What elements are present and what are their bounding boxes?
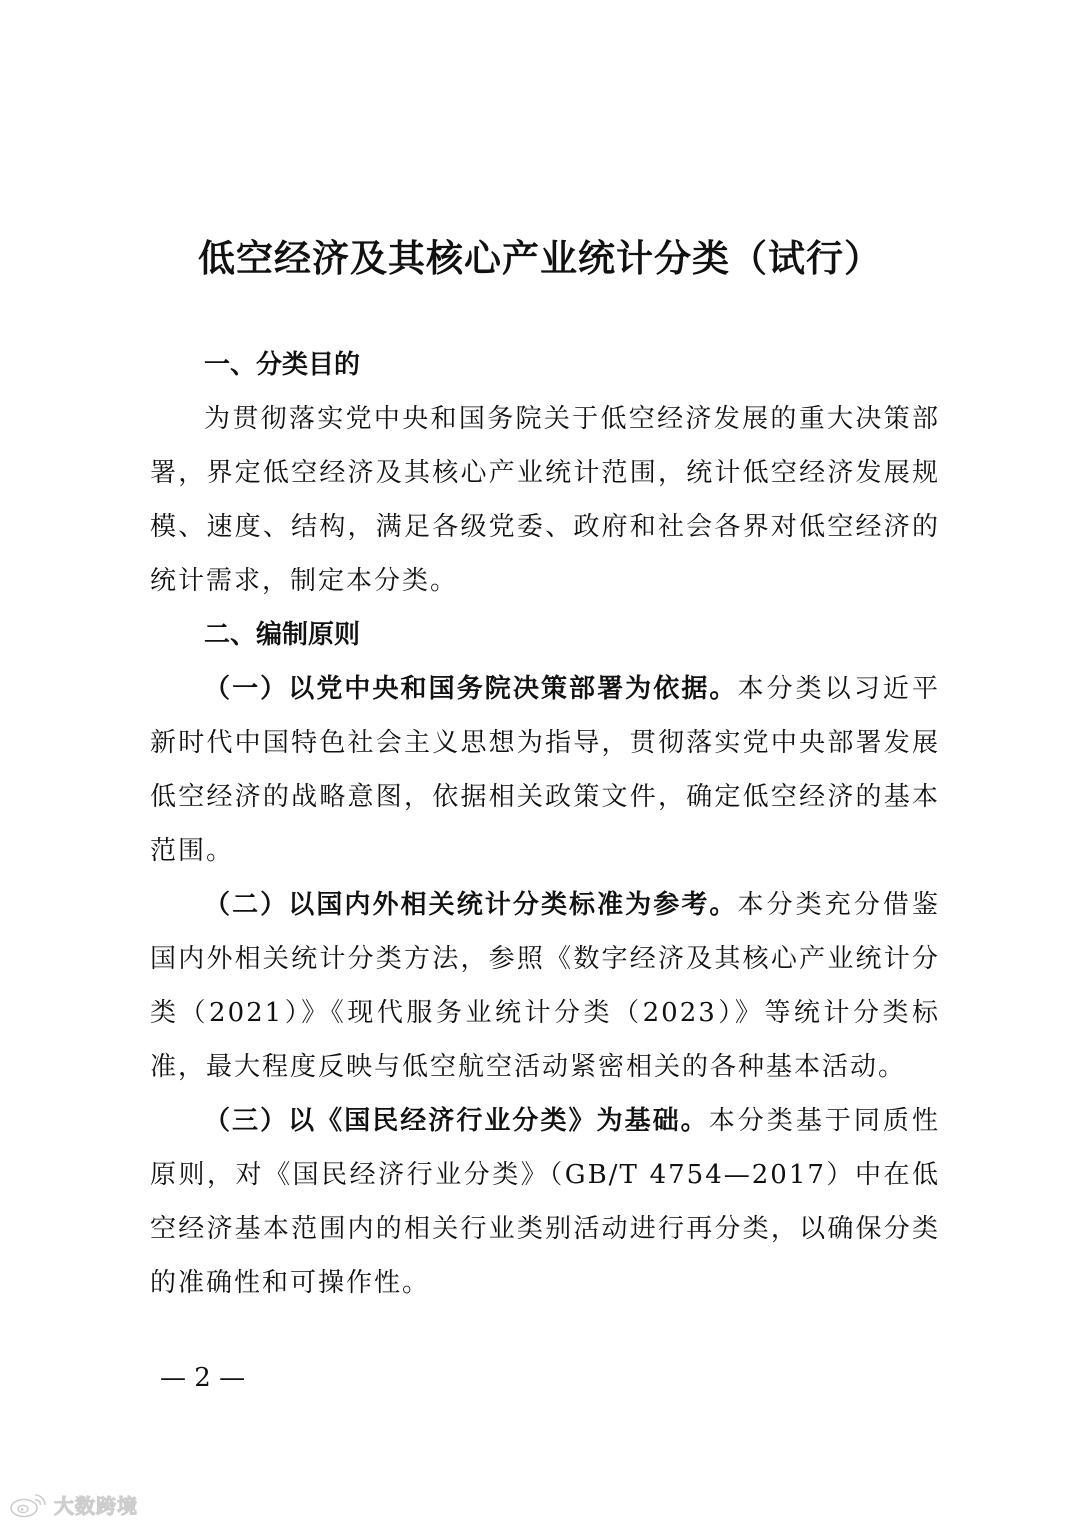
section-heading: 一、分类目的 <box>204 350 361 380</box>
paragraph <box>150 1094 940 1310</box>
paragraph-text: 为贯彻落实党中央和国务院关于低空经济发展的重大决策部署，界定低空经济及其核心产业统计范围，统计低空经济发展规模、速度、结构，满足各级党委、政府和社会各界对低空经济的统计需求，制定本分类。 <box>150 404 940 596</box>
section-principles <box>150 608 940 1310</box>
paragraph <box>150 878 940 1094</box>
weibo-logo-icon <box>8 1492 48 1518</box>
document-body <box>150 338 940 1310</box>
paragraph-lead: （三）以《国民经济行业分类》为基础。 <box>204 1106 709 1136</box>
paragraph-lead: （一）以党中央和国务院决策部署为依据。 <box>204 674 738 704</box>
paragraph <box>150 392 940 608</box>
paragraph <box>150 662 940 878</box>
paragraph-text: 本分类基于同质性原则，对《国民经济行业分类》（GB/T 4754—2017）中在低空经济基本范围内的相关行业类别活动进行再分类，以确保分类的准确性和可操作性。 <box>150 1106 940 1298</box>
paragraph-text: 本分类充分借鉴国内外相关统计分类方法，参照《数字经济及其核心产业统计分类（2021）》《现代服务业统计分类（2023）》等统计分类标准，最大程度反映与低空航空活动紧密相关的各种基本活动。 <box>150 890 940 1082</box>
watermark-text: 大数跨境 <box>54 1494 138 1518</box>
paragraph-text: 本分类以习近平新时代中国特色社会主义思想为指导，贯彻落实党中央部署发展低空经济的战略意图，依据相关政策文件，确定低空经济的基本范围。 <box>150 674 940 866</box>
page-number: — 2 — <box>160 1363 246 1393</box>
paragraph-lead: （二）以国内外相关统计分类标准为参考。 <box>204 890 738 920</box>
watermark <box>8 1490 138 1519</box>
section-purpose <box>150 338 940 608</box>
document-title: 低空经济及其核心产业统计分类（试行） <box>198 237 882 280</box>
section-heading: 二、编制原则 <box>204 620 361 650</box>
